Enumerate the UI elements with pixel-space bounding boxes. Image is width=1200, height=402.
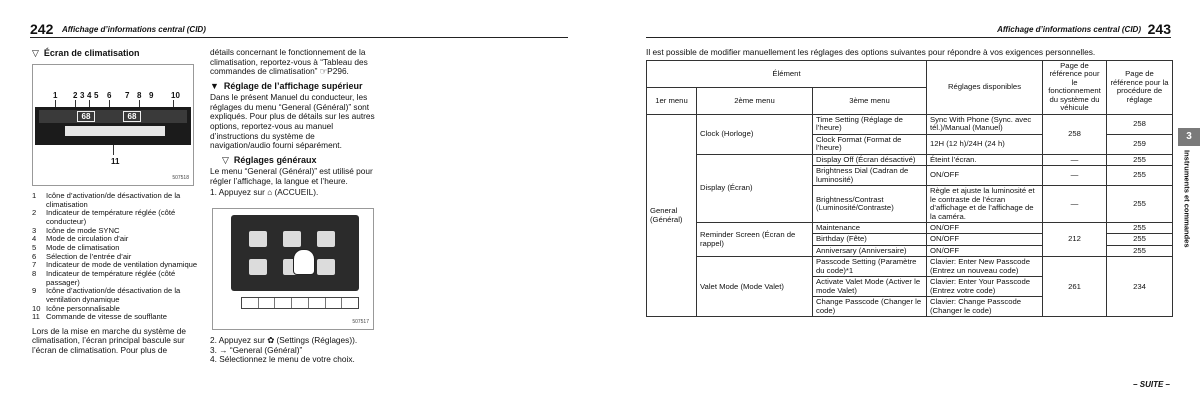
settings-cell: Règle et ajuste la luminosité et le contraste de l’écran d’affichage et de l’affichage de la caméra.: [927, 186, 1043, 223]
menu3-cell: Anniversary (Anniversaire): [813, 245, 927, 256]
driver-temp-display: 68: [77, 111, 95, 122]
legend-item: 8 Indicateur de température réglée (côté passager): [32, 268, 176, 287]
menu3-cell: Brightness Dial (Cadran de luminosité): [813, 166, 927, 186]
continued-marker: – SUITE –: [1133, 380, 1170, 389]
menu3-cell: Birthday (Fête): [813, 234, 927, 245]
menu3-cell: Time Setting (Réglage de l’heure): [813, 114, 927, 134]
header-element: Élément: [647, 61, 927, 88]
step-4: 4. Sélectionnez le menu de votre choix.: [210, 354, 355, 365]
callout-5: 5: [94, 91, 99, 100]
ref-procedure-cell: 255: [1107, 234, 1173, 245]
header-menu3: 3ème menu: [813, 87, 927, 114]
fan-speed-bar: [65, 126, 165, 136]
app-tile: [317, 259, 335, 275]
settings-cell: ON/OFF: [927, 166, 1043, 186]
climate-heading-text: Écran de climatisation: [43, 48, 140, 58]
settings-cell: ON/OFF: [927, 245, 1043, 256]
left-page-header: [30, 20, 568, 38]
right-page-number: 243: [1147, 21, 1171, 37]
passenger-temp-display: 68: [123, 111, 141, 122]
settings-cell: Clavier: Enter New Passcode (Entrez un nouveau code): [927, 257, 1043, 277]
callout-3: 3: [80, 91, 85, 100]
legend-item: 2 Indicateur de température réglée (côté conducteur): [32, 208, 176, 226]
right-section-title: Affichage d’informations central (CID): [997, 25, 1141, 34]
menu2-cell: Display (Écran): [697, 154, 813, 222]
settings-cell: Sync With Phone (Sync. avec tél.)/Manual (Manuel): [927, 114, 1043, 134]
callout-2: 2: [73, 91, 78, 100]
app-tile: [249, 231, 267, 247]
legend-item: 1 Icône d’activation/de désactivation de la climatisation: [32, 191, 181, 209]
settings-tile: [283, 231, 301, 247]
legend-item: 4 Mode de circulation d’air: [32, 234, 129, 244]
header-menu2: 2ème menu: [697, 87, 813, 114]
climate-section: [32, 48, 200, 58]
legend-item: 6 Sélection de l’entrée d’air: [32, 251, 132, 261]
climate-legend: [32, 192, 200, 356]
chapter-tab-label: Instruments et commandes: [1182, 150, 1192, 248]
table-header-row: [647, 61, 1173, 88]
ref-procedure-cell: 255: [1107, 245, 1173, 256]
callout-9: 9: [149, 91, 154, 100]
table-row: [647, 222, 1173, 233]
settings-cell: 12H (12 h)/24H (24 h): [927, 134, 1043, 154]
general-settings-paragraph: Le menu “General (Général)” est utilisé pour régler l’affichage, la langue et l’heure.: [210, 166, 373, 186]
ref-procedure-cell: 255: [1107, 186, 1173, 223]
menu3-cell: Change Passcode (Changer le code): [813, 297, 927, 317]
ref-system-cell: 212: [1043, 222, 1107, 256]
legend-item: 5 Mode de climatisation: [32, 242, 120, 252]
app-tile: [249, 259, 267, 275]
chapter-tab: 3: [1178, 128, 1200, 146]
leader-line: [113, 145, 114, 155]
climate-screen-figure: [32, 64, 194, 186]
header-ref-procedure: Page de référence pour la procédure de réglage: [1107, 61, 1173, 115]
table-row: [647, 154, 1173, 165]
settings-cell: Éteint l’écran.: [927, 154, 1043, 165]
callout-8: 8: [137, 91, 142, 100]
ref-procedure-cell: 234: [1107, 257, 1173, 317]
ref-system-cell: —: [1043, 166, 1107, 186]
callout-11: 11: [111, 157, 120, 166]
ref-system-cell: —: [1043, 154, 1107, 165]
table-row: [647, 257, 1173, 277]
menu3-cell: Display Off (Écran désactivé): [813, 154, 927, 165]
settings-column: [210, 48, 376, 197]
ref-procedure-cell: 255: [1107, 154, 1173, 165]
ref-system-cell: 261: [1043, 257, 1107, 317]
callout-4: 4: [87, 91, 92, 100]
settings-table: [646, 60, 1173, 317]
table-row: [647, 114, 1173, 134]
header-ref-system: Page de référence pour le fonctionnement du système du véhicule: [1043, 61, 1107, 115]
ref-system-cell: —: [1043, 186, 1107, 223]
legend-item: 9 Icône d’activation/de désactivation de la ventilation dynamique: [32, 286, 181, 304]
climate-top-row: [39, 110, 187, 123]
ref-procedure-cell: 255: [1107, 166, 1173, 186]
step-3: 3. → “General (Général)”: [210, 344, 303, 355]
figure-code: 507518: [172, 175, 189, 182]
home-screen-figure: [212, 208, 374, 330]
header-settings: Réglages disponibles: [927, 61, 1043, 115]
climate-bottom-paragraph: Lors de la mise en marche du système de climatisation, l’écran principal bascule sur l’écran de climatisation. Pour plus de: [32, 325, 187, 356]
callout-6: 6: [107, 91, 112, 100]
step-2: 2. Appuyez sur ✿ (Settings (Réglages)).: [210, 335, 358, 345]
callout-10: 10: [171, 91, 180, 100]
climate-heading: [32, 48, 200, 58]
menu1-cell: General (Général): [647, 114, 697, 316]
climate-continued-paragraph: détails concernant le fonctionnement de la climatisation, reportez-vous à “Tableau des commandes de climatisation” ☞P296.: [210, 47, 368, 77]
intro-text: Il est possible de modifier manuellement les réglages des options suivantes pour répondre à vos exigences personnelles.: [646, 47, 1096, 57]
button-strip: [241, 297, 359, 309]
step-1: 1. Appuyez sur ⌂ (ACCUEIL).: [210, 186, 319, 197]
header-menu1: 1er menu: [647, 87, 697, 114]
left-section-title: Affichage d’informations central (CID): [62, 25, 206, 34]
menu3-cell: Passcode Setting (Paramètre du code)*1: [813, 257, 927, 277]
hand-pointer-icon: [293, 249, 315, 275]
menu3-cell: Maintenance: [813, 222, 927, 233]
climate-display: [35, 107, 191, 145]
ref-system-cell: 258: [1043, 114, 1107, 154]
left-page-number: 242: [30, 21, 54, 37]
legend-item: 7 Indicateur de mode de ventilation dynamique: [32, 260, 198, 270]
callout-7: 7: [125, 91, 130, 100]
menu2-cell: Valet Mode (Mode Valet): [697, 257, 813, 317]
upper-display-heading: ▼ Réglage de l’affichage supérieur: [210, 80, 363, 91]
figure-code: 507517: [352, 319, 369, 326]
triangle-filled-icon: ▼: [210, 80, 219, 91]
menu2-cell: Reminder Screen (Écran de rappel): [697, 222, 813, 256]
legend-item: 3 Icône de mode SYNC: [32, 225, 120, 235]
home-display: [231, 215, 359, 291]
menu3-cell: Clock Format (Format de l’heure): [813, 134, 927, 154]
triangle-outline-icon: ▽: [222, 154, 229, 165]
settings-cell: ON/OFF: [927, 222, 1043, 233]
ref-procedure-cell: 255: [1107, 222, 1173, 233]
triangle-outline-icon: ▽: [32, 48, 39, 58]
settings-cell: Clavier: Enter Your Passcode (Entrez votre code): [927, 277, 1043, 297]
ref-procedure-cell: 258: [1107, 114, 1173, 134]
ref-procedure-cell: 259: [1107, 134, 1173, 154]
right-page-header: [646, 20, 1171, 38]
menu3-cell: Brightness/Contrast (Luminosité/Contraste): [813, 186, 927, 223]
upper-display-paragraph: Dans le présent Manuel du conducteur, les réglages du menu “General (Général)” sont expliqués. Pour plus de détails sur les autres options, reportez-vous au manuel d’instructions du système de navigation/audio fourni séparément.: [210, 92, 375, 151]
settings-cell: ON/OFF: [927, 234, 1043, 245]
settings-cell: Clavier: Change Passcode (Changer le code): [927, 297, 1043, 317]
legend-item: 10 Icône personnalisable: [32, 303, 120, 313]
legend-item: 11 Commande de vitesse de soufflante: [32, 312, 168, 322]
menu3-cell: Activate Valet Mode (Activer le mode Valet): [813, 277, 927, 297]
menu2-cell: Clock (Horloge): [697, 114, 813, 154]
general-settings-heading: ▽ Réglages généraux: [222, 154, 317, 165]
steps-2-4: [210, 336, 376, 365]
app-tile: [317, 231, 335, 247]
callout-1: 1: [53, 91, 58, 100]
